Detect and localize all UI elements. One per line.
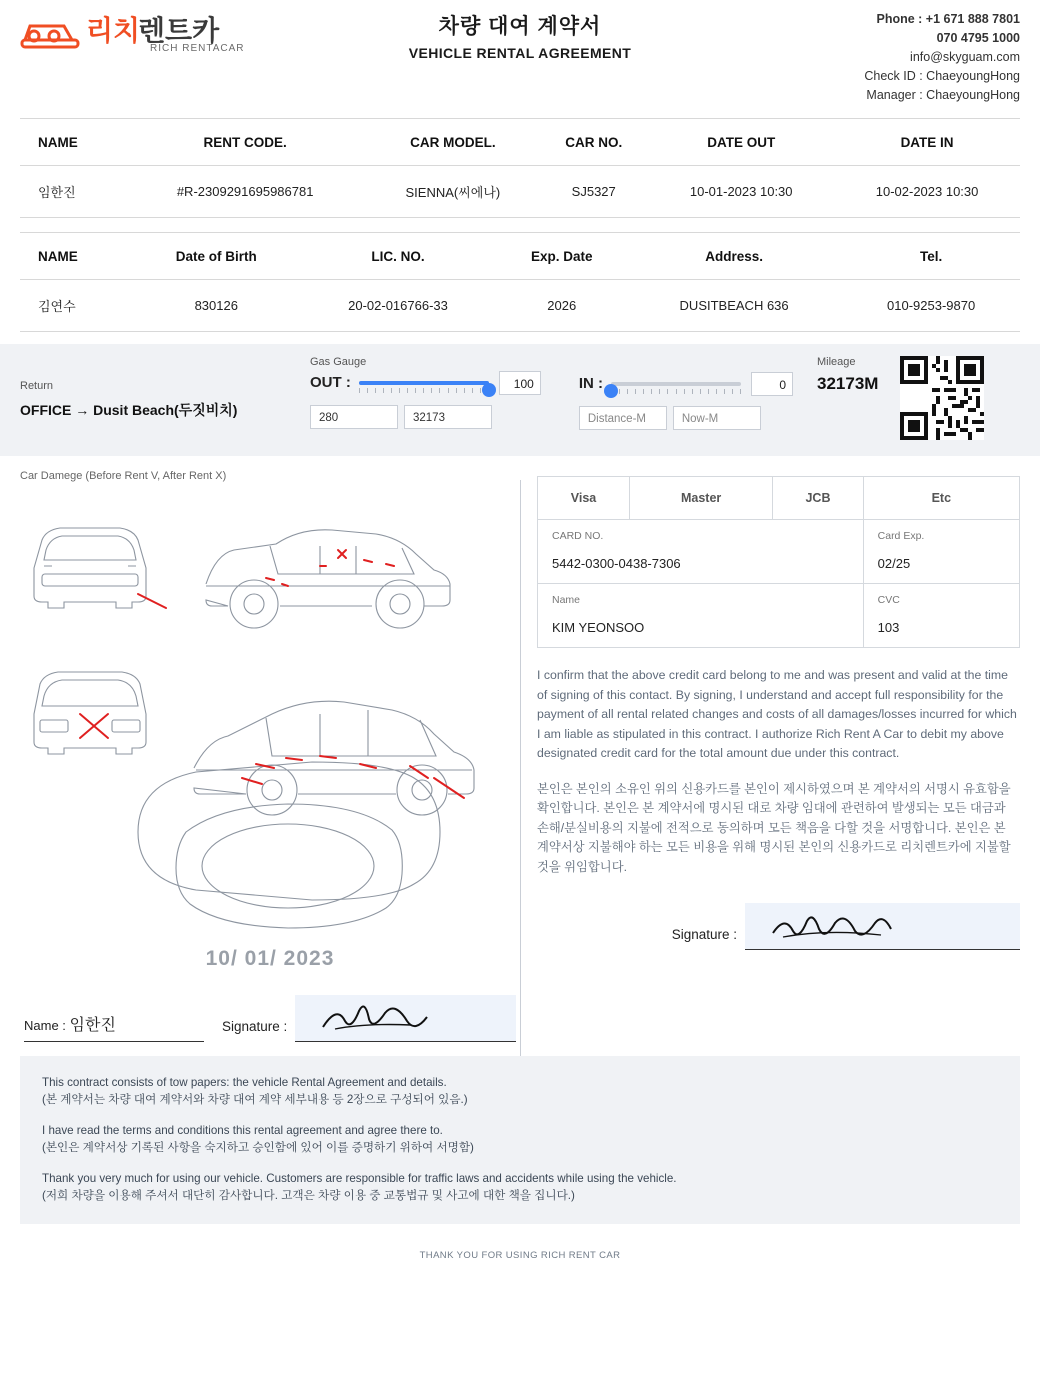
cardholder-signature-field[interactable]: [745, 903, 1020, 950]
slider-track: [359, 381, 489, 385]
card-number-cell[interactable]: [538, 520, 864, 584]
gauge-controls: [310, 356, 984, 445]
gauge-out-inputs: [310, 405, 541, 429]
contact-info: [770, 6, 1020, 105]
cardholder-signature-row: [537, 903, 1020, 950]
consent-text-english: I confirm that the above credit card belong to me and was present and valid at the time of signing of this contact. By signing, I understand and accept full responsibility for the payment of all rental related changes and costs of all damages/losses incurred for which I am liable as stipulated in this contract. I authorize Rich Rent A Car to debit my above designated credit card for the total amount due under this contract.: [537, 668, 1017, 760]
terms-block: [20, 1056, 1020, 1224]
gauge-out-label: OUT :: [310, 374, 351, 391]
cell-rent-code: #R-2309291695986781: [124, 166, 367, 218]
consent-text-korean: 본인은 본인의 소유인 위의 신용카드를 본인이 제시하였으며 본 계약서의 서명시 유효함을 확인합니다. 본인은 본 계약서에 명시된 대로 차량 임대에 관련하여 발생되는 모든 대금과 손해/분실비용의 지불에 전적으로 동의하며 모든 책음을 다할 것을 서명합니다. 본인은 본 계약서상 지불해야 하는 모든 비용을 위해 명시된 본인의 신용카드로 리치렌트카에 지불할 것을 위임합니다.: [537, 781, 1011, 874]
payment-section: [537, 470, 1020, 1056]
table-row: [20, 280, 1020, 332]
gauge-in-label: IN :: [578, 375, 603, 392]
card-brand-visa[interactable]: Visa: [538, 477, 630, 520]
svg-text:렌트카: 렌트카: [138, 15, 220, 46]
rental-info-table: [20, 118, 1020, 218]
footer-thanks: THANK YOU FOR USING RICH RENT CAR: [419, 1250, 621, 1261]
cell-address: DUSITBEACH 636: [626, 280, 842, 332]
col-lic-no: LIC. NO.: [298, 233, 497, 280]
terms-paragraph-3: [42, 1170, 998, 1204]
info-tables: [0, 118, 1040, 332]
renter-signature-row: [20, 995, 520, 1042]
terms-line-6: (저희 차량을 이용해 주셔서 대단히 감사합니다. 고객은 차량 이용 중 교통법규 및 사고에 대한 책을 집니다.): [42, 1189, 575, 1202]
gauge-in-row: [579, 372, 793, 396]
col-car-model: CAR MODEL.: [367, 119, 540, 166]
table-header-row: [20, 233, 1020, 280]
page-header: [0, 0, 1040, 118]
col-tel: Tel.: [842, 233, 1020, 280]
gauge-in-value[interactable]: 0: [751, 372, 793, 396]
card-cvc-label: CVC: [877, 594, 900, 606]
terms-line-4: (본인은 계약서상 기록된 사항을 숙지하고 승인함에 있어 이를 증명하기 위하여 서명함): [42, 1141, 474, 1154]
card-brand-etc[interactable]: Etc: [863, 477, 1019, 520]
mileage-block: [817, 356, 878, 394]
cell-driver-name: 김연수: [20, 280, 134, 332]
return-location-block: [20, 380, 310, 420]
vertical-divider: [520, 480, 521, 1056]
col-date-out: DATE OUT: [648, 119, 834, 166]
contact-phone: Phone : +1 671 888 7801: [876, 12, 1020, 26]
card-exp-cell[interactable]: [863, 520, 1019, 584]
slider-track: [611, 382, 741, 386]
card-number-row: [538, 520, 1020, 584]
card-name-cell[interactable]: [538, 584, 864, 648]
company-logo: [20, 6, 270, 54]
slider-ticks: [359, 388, 489, 393]
cell-name: 임한진: [20, 166, 124, 218]
slider-ticks: [611, 389, 741, 394]
cell-dob: 830126: [134, 280, 298, 332]
car-outline-icon: [20, 488, 500, 938]
col-exp-date: Exp. Date: [498, 233, 626, 280]
gas-gauge-caption: Gas Gauge: [310, 355, 367, 368]
contact-phone-secondary: 070 4795 1000: [936, 31, 1020, 45]
qr-code-icon: [900, 356, 984, 445]
signature-icon: [767, 907, 897, 947]
renter-name-value: 임한진: [69, 1017, 116, 1034]
contact-email: info@skyguam.com: [910, 50, 1020, 64]
col-car-no: CAR NO.: [539, 119, 648, 166]
card-brand-master[interactable]: Master: [629, 477, 772, 520]
terms-paragraph-2: [42, 1122, 998, 1156]
cell-car-no: SJ5327: [539, 166, 648, 218]
renter-name-field: [24, 1012, 204, 1042]
terms-line-5: Thank you very much for using our vehicle. Customers are responsible for traffic laws and accidents while using the vehicle.: [42, 1172, 677, 1185]
document-title-block: [270, 6, 770, 61]
svg-text:RICH RENTACAR: RICH RENTACAR: [150, 43, 245, 54]
mileage-label: Mileage: [817, 355, 856, 368]
cardholder-signature-label: Signature :: [671, 927, 737, 942]
table-row: [20, 166, 1020, 218]
col-address: Address.: [626, 233, 842, 280]
card-brand-jcb[interactable]: JCB: [773, 477, 863, 520]
renter-signature-field[interactable]: [295, 995, 516, 1042]
contact-manager: Manager : ChaeyoungHong: [866, 88, 1020, 102]
gas-gauge-band: [0, 344, 1040, 456]
col-rent-code: RENT CODE.: [124, 119, 367, 166]
gauge-out-distance-input[interactable]: 280: [310, 405, 398, 429]
gauge-in-mileage-input[interactable]: Now-M: [673, 406, 761, 430]
slider-fill: [359, 381, 489, 385]
gauge-in-distance-input[interactable]: Distance-M: [579, 406, 667, 430]
title-english: VEHICLE RENTAL AGREEMENT: [408, 45, 632, 61]
gauge-out-value[interactable]: 100: [499, 371, 541, 395]
mileage-value: 32173M: [817, 373, 879, 393]
card-name-value: KIM YEONSOO: [552, 620, 645, 635]
card-cvc-value: 103: [877, 620, 900, 635]
card-cvc-cell[interactable]: [863, 584, 1019, 648]
cell-tel: 010-9253-9870: [842, 280, 1020, 332]
damage-section: [20, 470, 520, 1056]
card-brand-row: [538, 477, 1020, 520]
table-header-row: [20, 119, 1020, 166]
cell-lic-no: 20-02-016766-33: [298, 280, 497, 332]
gauge-in-block: [579, 356, 793, 430]
col-dob: Date of Birth: [134, 233, 298, 280]
gauge-out-row: [310, 371, 541, 395]
terms-line-3: I have read the terms and conditions this rental agreement and agree there to.: [42, 1124, 443, 1137]
gauge-out-slider[interactable]: [359, 374, 489, 392]
col-name: NAME: [20, 119, 124, 166]
card-exp-label: Card Exp.: [877, 530, 925, 542]
slider-knob[interactable]: [482, 383, 496, 397]
gauge-in-inputs: [579, 406, 793, 430]
driver-info-table: [20, 232, 1020, 332]
terms-line-1: This contract consists of tow papers: the vehicle Rental Agreement and details.: [42, 1076, 447, 1089]
contact-check-id: Check ID : ChaeyoungHong: [864, 69, 1020, 83]
gauge-out-block: [310, 356, 541, 429]
terms-paragraph-1: [42, 1074, 998, 1108]
gauge-out-mileage-input[interactable]: 32173: [404, 405, 492, 429]
gauge-in-slider[interactable]: [611, 375, 741, 393]
cell-date-out: 10-01-2023 10:30: [648, 166, 834, 218]
col-driver-name: NAME: [20, 233, 134, 280]
return-value: OFFICE → Dusit Beach(두짓비치): [20, 402, 238, 418]
signature-date: 10/ 01/ 2023: [205, 947, 335, 970]
rich-rentacar-logo-icon: [20, 10, 250, 54]
return-label: Return: [20, 380, 54, 392]
slider-knob[interactable]: [604, 384, 618, 398]
cell-car-model: SIENNA(씨에나): [367, 166, 540, 218]
cell-date-in: 10-02-2023 10:30: [834, 166, 1020, 218]
renter-signature-label: Signature :: [222, 1019, 288, 1034]
title-korean: 차량 대여 계약서: [438, 15, 602, 38]
svg-text:리치: 리치: [86, 15, 141, 46]
card-number-value: 5442-0300-0438-7306: [552, 556, 681, 571]
signature-icon: [315, 999, 435, 1039]
card-name-row: [538, 584, 1020, 648]
credit-card-table: [537, 476, 1020, 648]
cell-exp-date: 2026: [498, 280, 626, 332]
terms-line-2: (본 계약서는 차량 대여 계약서와 차량 대여 계약 세부내용 등 2장으로 구성되어 있음.): [42, 1093, 468, 1106]
card-exp-value: 02/25: [877, 556, 911, 571]
card-name-label: Name: [552, 594, 581, 606]
damage-caption: Car Damege (Before Rent V, After Rent X): [20, 470, 227, 482]
col-date-in: DATE IN: [834, 119, 1020, 166]
main-body: [0, 456, 1040, 1056]
renter-name-label: Name :: [24, 1018, 66, 1033]
card-number-label: CARD NO.: [552, 530, 604, 542]
car-damage-diagram[interactable]: [20, 488, 520, 943]
